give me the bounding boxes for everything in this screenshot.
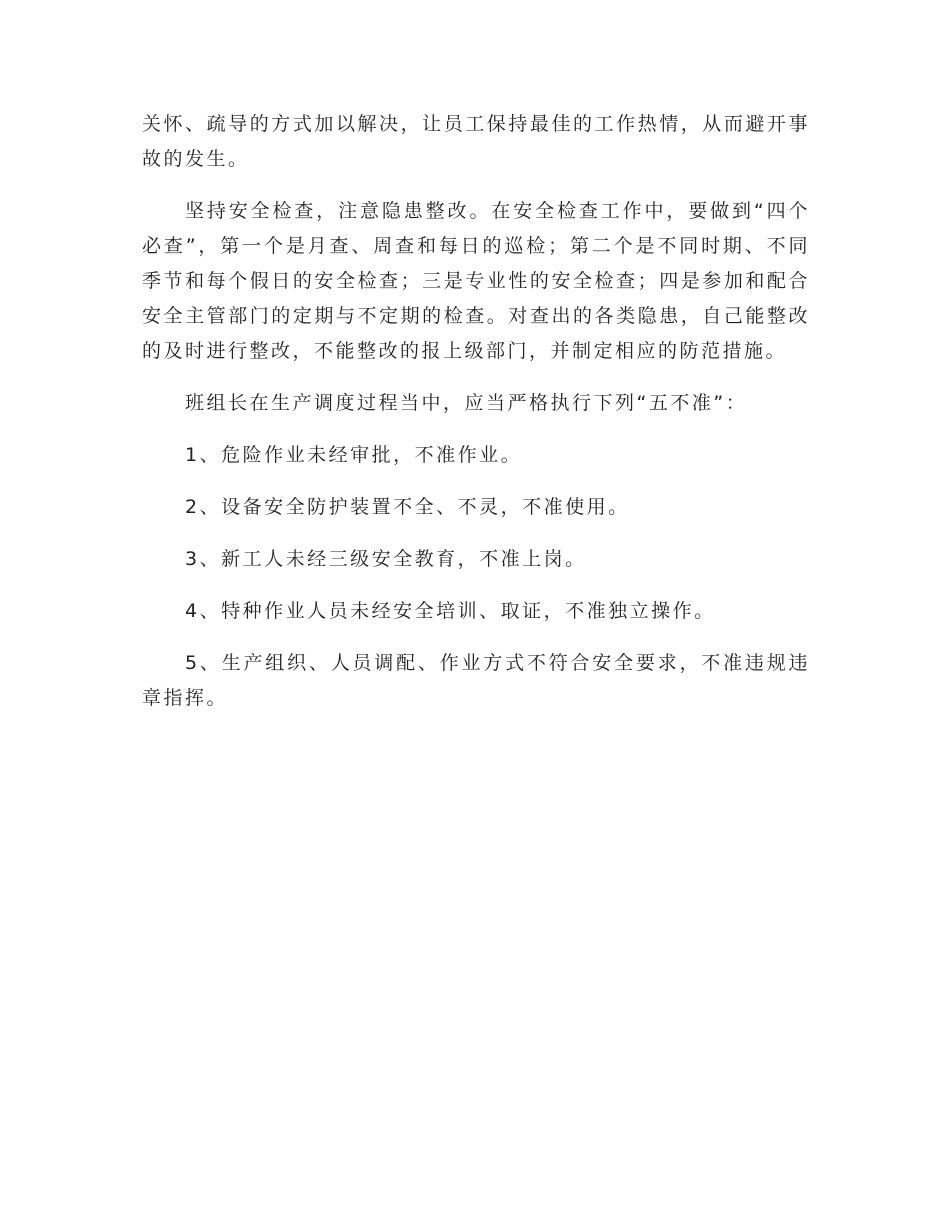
paragraph-safety-inspection: 坚持安全检查，注意隐患整改。在安全检查工作中，要做到“四个必查”，第一个是月查、周查和每日的巡检；第二个是不同时期、不同季节和每个假日的安全检查；三是专业性的安全检查；四是参加和配合安全主管部门的定期与不定期的检查。对查出的各类隐患，自己能整改的及时进行整改，不能整改的报上级部门，并制定相应的防范措施。 — [142, 200, 810, 362]
paragraph-five-prohibitions-intro: 班组长在生产调度过程当中，应当严格执行下列“五不准”： — [185, 392, 748, 414]
list-item-prohibition-3: 3、新工人未经三级安全教育，不准上岗。 — [185, 548, 587, 570]
list-item-prohibition-4: 4、特种作业人员未经安全培训、取证，不准独立操作。 — [185, 600, 716, 622]
document-body — [142, 107, 810, 733]
list-item-prohibition-1: 1、危险作业未经审批，不准作业。 — [185, 444, 523, 466]
paragraph-continuation: 关怀、疏导的方式加以解决，让员工保持最佳的工作热情，从而避开事故的发生。 — [142, 113, 810, 170]
list-item-prohibition-5: 5、生产组织、人员调配、作业方式不符合安全要求，不准违规违章指挥。 — [142, 652, 810, 709]
list-item-prohibition-2: 2、设备安全防护装置不全、不灵，不准使用。 — [185, 496, 630, 518]
